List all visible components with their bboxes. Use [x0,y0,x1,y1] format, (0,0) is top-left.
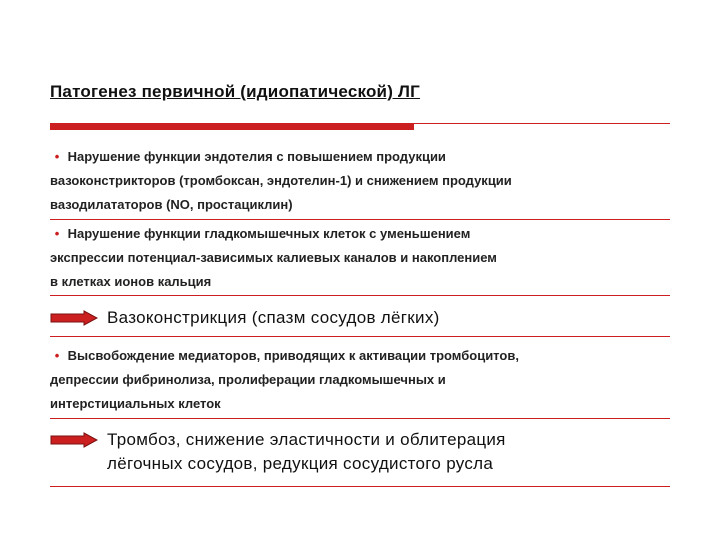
bullet: • [54,149,60,164]
bullet: • [54,226,60,241]
bullet: • [54,348,60,363]
title-rule [414,123,670,124]
divider [50,486,670,487]
point-text: Нарушение функции эндотелия с повышением продукции [67,149,446,164]
conclusion-text: Тромбоз, снижение эластичности и облитерация [107,430,506,449]
point-text: вазоконстрикторов (тромбоксан, эндотелин-1) и снижением продукции [50,173,512,188]
point-text: Нарушение функции гладкомышечных клеток с уменьшением [67,226,471,241]
divider [50,336,670,337]
point-text: депрессии фибринолиза, пролиферации гладкомышечных и [50,372,446,387]
divider [50,295,670,296]
point-text: экспрессии потенциал-зависимых калиевых каналов и накоплением [50,250,497,265]
point-3 [50,344,690,416]
point-1 [50,145,690,217]
title-accent-bar [50,123,414,130]
conclusion-text: лёгочных сосудов, редукция сосудистого русла [107,454,494,473]
arrow-right-icon [50,310,98,326]
divider [50,418,670,419]
point-text: интерстициальных клеток [50,396,221,411]
point-2 [50,222,690,294]
arrow-right-icon [50,432,98,448]
point-text: Высвобождение медиаторов, приводящих к активации тромбоцитов, [67,348,519,363]
divider [50,219,670,220]
conclusion-2 [107,428,506,476]
point-text: в клетках ионов кальция [50,274,212,289]
page-title: Патогенез первичной (идиопатической) ЛГ [50,82,420,101]
conclusion-1 [107,306,440,330]
point-text: вазодилататоров (NO, простациклин) [50,197,293,212]
conclusion-text: Вазоконстрикция (спазм сосудов лёгких) [107,308,440,327]
